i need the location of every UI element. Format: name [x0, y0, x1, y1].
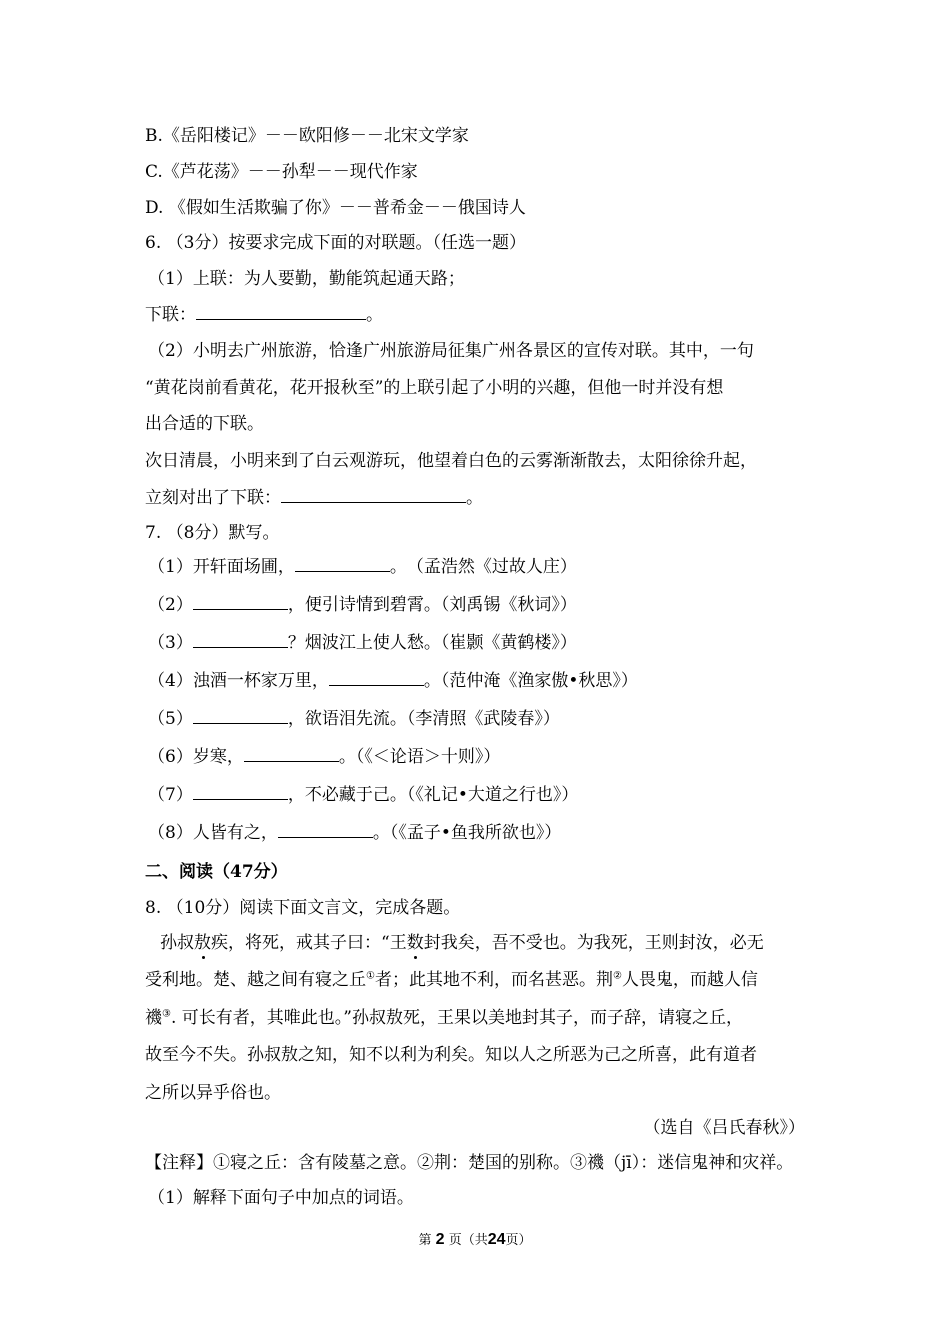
question-6-2-line2: “黄花岗前看黄花，花开报秋至”的上联引起了小明的兴趣，但他一时并没有想: [145, 378, 724, 398]
answer-blank[interactable]: [244, 746, 339, 762]
question-7-1: （1）开轩面场圃， 。 （孟浩然《过故人庄）: [148, 557, 577, 577]
question-7-2: （2） ，便引诗情到碧霄。（刘禹锡《秋词》）: [148, 595, 577, 615]
option-b: B.《岳阳楼记》－－欧阳修－－北宋文学家: [145, 126, 469, 146]
answer-label: 下联：: [145, 305, 196, 325]
question-6-2-answer: 立刻对出了下联： 。: [145, 488, 483, 508]
question-6-2-line3: 出合适的下联。: [145, 414, 264, 434]
question-7-6: （6）岁寒， 。（《＜论语＞十则》）: [148, 747, 501, 767]
question-7: 7. （8分）默写。: [145, 523, 280, 543]
total-pages: 24: [487, 1231, 506, 1248]
question-8-1: （1）解释下面句子中加点的词语。: [148, 1188, 414, 1208]
passage-line-2: 受利地。楚、越之间有寝之丘①者；此其地不利，而名甚恶。荆②人畏鬼，而越人信: [145, 970, 758, 990]
question-7-7: （7） ，不必藏于己。（《礼记•大道之行也》）: [148, 785, 579, 805]
answer-blank[interactable]: [193, 708, 288, 724]
question-7-8: （8）人皆有之， 。（《孟子•鱼我所欲也》）: [148, 823, 562, 843]
section-2-heading: 二、阅读（47分）: [145, 862, 288, 882]
page-number: 2: [435, 1231, 445, 1248]
answer-blank[interactable]: [295, 556, 390, 572]
answer-blank[interactable]: [193, 632, 288, 648]
answer-blank[interactable]: [278, 822, 373, 838]
passage-line-3: 禨③. 可长有者，其唯此也。”孙叔敖死，王果以美地封其子，而子辞，请寝之丘，: [145, 1008, 743, 1028]
passage-line-5: 之所以异乎俗也。: [145, 1083, 281, 1103]
answer-blank[interactable]: [193, 784, 288, 800]
question-6: 6. （3分）按要求完成下面的对联题。（任选一题）: [145, 233, 526, 253]
page-footer: 第 2 页（共24页）: [418, 1231, 532, 1248]
question-6-1: （1）上联：为人要勤，勤能筑起通天路；: [148, 269, 465, 289]
footnote-mark: ①: [366, 970, 375, 982]
question-7-5: （5） ，欲语泪先流。（李清照《武陵春》）: [148, 709, 560, 729]
footnote-mark: ③: [162, 1008, 171, 1020]
passage-line-4: 故至今不失。孙叔敖之知，知不以利为利矣。知以人之所恶为己之所喜，此有道者: [145, 1045, 757, 1065]
dotted-word: 数: [406, 933, 424, 953]
dotted-word: 敖: [194, 933, 211, 953]
option-d: D. 《假如生活欺骗了你》－－普希金－－俄国诗人: [145, 198, 526, 218]
question-6-1-answer: 下联： 。: [145, 305, 383, 325]
passage-line-1: 孙叔敖疾，将死，戒其子曰：“王数封我矣，吾不受也。为我死，王则封汝，必无: [160, 933, 764, 953]
question-6-2-line4: 次日清晨，小明来到了白云观游玩，他望着白色的云雾渐渐散去，太阳徐徐升起，: [145, 451, 757, 471]
footnote-mark: ②: [612, 970, 622, 982]
answer-blank[interactable]: [193, 594, 288, 610]
answer-blank[interactable]: [281, 487, 466, 503]
answer-blank[interactable]: [329, 670, 424, 686]
question-7-4: （4）浊酒一杯家万里， 。（范仲淹《渔家傲•秋思》）: [148, 671, 638, 691]
source-citation: （选自《吕氏春秋》）: [643, 1118, 805, 1138]
option-c: C.《芦花荡》－－孙犁－－现代作家: [145, 162, 418, 182]
question-8: 8. （10分）阅读下面文言文，完成各题。: [145, 898, 461, 918]
annotation-note: 【注释】①寝之丘：含有陵墓之意。②荆：楚国的别称。③禨（jī）：迷信鬼神和灾祥。: [145, 1153, 794, 1173]
question-7-3: （3） ？烟波江上使人愁。（崔颢《黄鹤楼》）: [148, 633, 577, 653]
question-6-2-line1: （2）小明去广州旅游，恰逢广州旅游局征集广州各景区的宣传对联。其中，一句: [148, 341, 754, 361]
answer-blank[interactable]: [196, 304, 366, 320]
